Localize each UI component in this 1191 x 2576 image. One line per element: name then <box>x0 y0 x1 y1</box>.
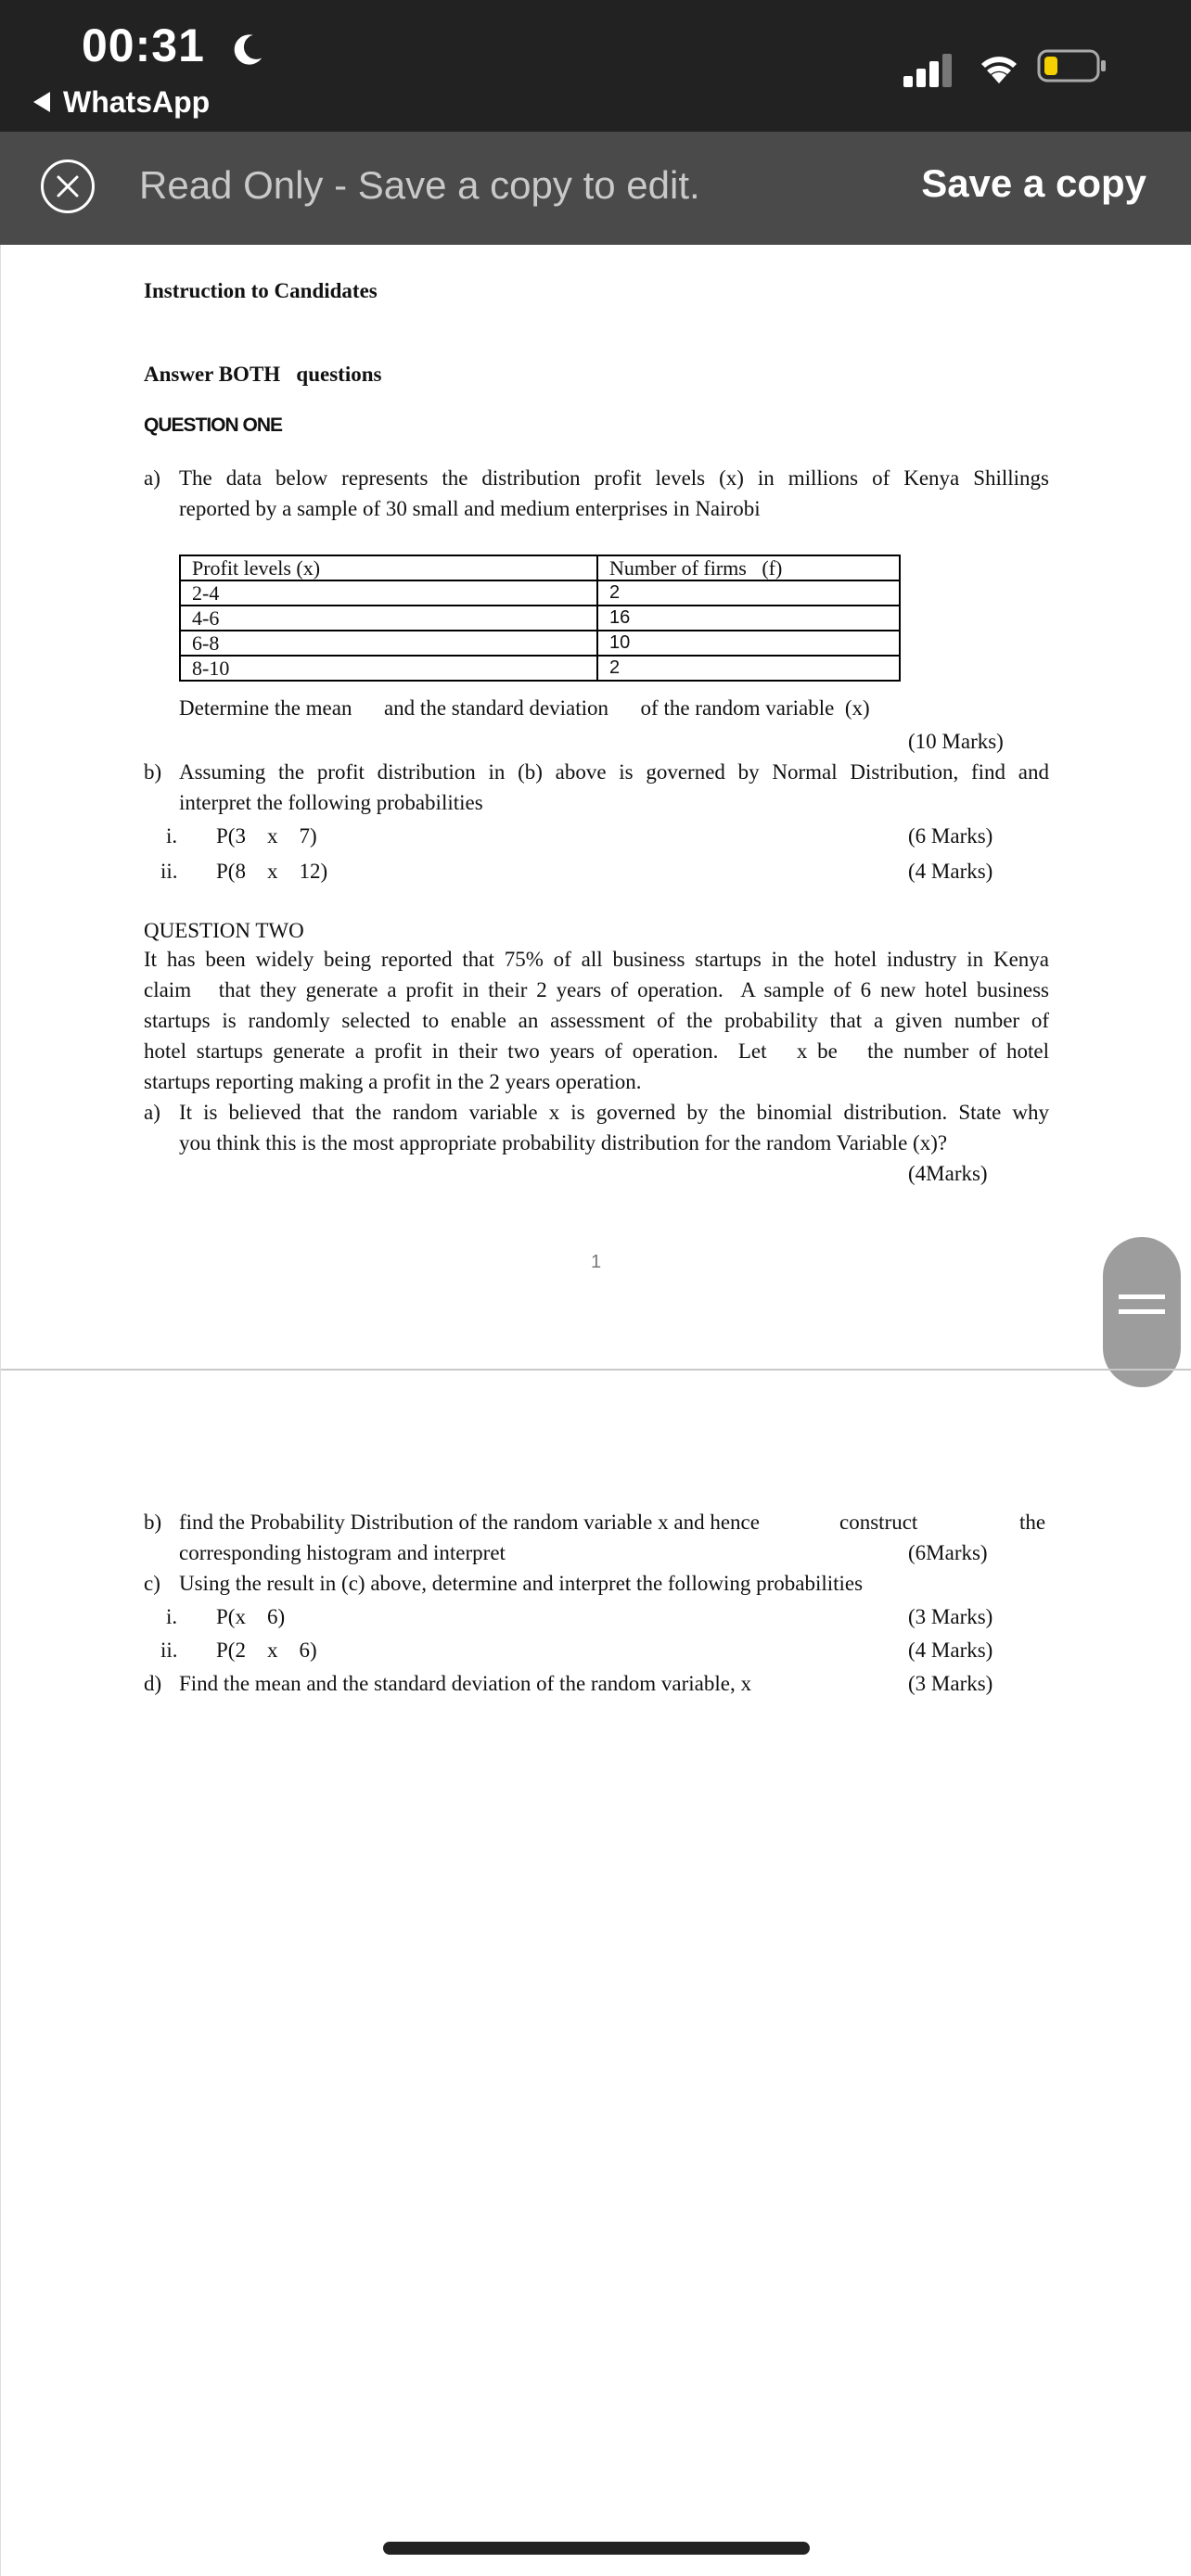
table-cell-profit: 4-6 <box>180 606 597 631</box>
q1b-item-expression: P(3 x 7) <box>216 824 317 848</box>
table-row <box>180 580 900 606</box>
q2b-line-1: find the Probability Distribution of the random variable x and hence <box>179 1511 760 1534</box>
q1b-item-number: i. <box>166 824 178 848</box>
q1b-line-1: Assuming the profit distribution in (b) above is governed by Normal Distribution, find and <box>179 760 1049 784</box>
q2a-line-1: It is believed that the random variable x is governed by the binomial distribution. State why <box>179 1101 1049 1124</box>
q2b-line-2: corresponding histogram and interpret <box>179 1541 506 1564</box>
table-cell-profit: 8-10 <box>180 656 597 681</box>
wifi-icon <box>976 48 1022 85</box>
q2b-label: b) <box>144 1511 162 1534</box>
q2-paragraph-line: claim that they generate a profit in their 2 years of operation. A sample of 6 new hotel business <box>144 978 1049 1001</box>
question-one-heading: QUESTION ONE <box>144 414 283 436</box>
close-document-button[interactable] <box>41 159 95 213</box>
q1a-line-1: The data below represents the distribution profit levels (x) in millions of Kenya Shillings <box>179 466 1049 490</box>
q1b-item-marks: (6 Marks) <box>908 824 993 848</box>
q2-paragraph-line: It has been widely being reported that 75% of all business startups in the hotel industry in Kenya <box>144 948 1049 971</box>
q2c-item-number: i. <box>166 1605 178 1628</box>
q2c-item-expression: P(2 x 6) <box>216 1639 317 1662</box>
q2c-item-number: ii. <box>160 1639 178 1662</box>
document-view[interactable] <box>0 245 1191 2576</box>
close-icon <box>44 162 92 210</box>
page-number: 1 <box>591 1252 602 1272</box>
q2c-item-marks: (3 Marks) <box>908 1605 993 1628</box>
battery-low-icon <box>1037 48 1108 83</box>
scroll-handle[interactable] <box>1103 1237 1181 1387</box>
back-app-label: WhatsApp <box>63 85 211 119</box>
status-bar <box>0 0 1191 132</box>
q2b-marks: (6Marks) <box>908 1541 988 1564</box>
q2c-item-marks: (4 Marks) <box>908 1639 993 1662</box>
q1b-item-marks: (4 Marks) <box>908 860 993 883</box>
table-header-firms: Number of firms (f) <box>597 555 900 580</box>
table-header-row <box>180 555 900 580</box>
status-time: 00:31 <box>82 19 205 71</box>
scroll-grip-line <box>1119 1309 1165 1314</box>
q2-paragraph-line: hotel startups generate a profit in their two years of operation. Let x be the number of hotel <box>144 1039 1049 1063</box>
table-cell-firms: 2 <box>597 656 900 681</box>
q2a-line-2: you think this is the most appropriate probability distribution for the random Variable (x)? <box>179 1131 948 1154</box>
table-row <box>180 631 900 656</box>
q2c-label: c) <box>144 1572 160 1595</box>
q1b-item-expression: P(8 x 12) <box>216 860 328 883</box>
q2-paragraph-line: startups reporting making a profit in the 2 years operation. <box>144 1070 642 1093</box>
table-row <box>180 606 900 631</box>
table-row <box>180 656 900 681</box>
read-only-banner <box>0 132 1191 245</box>
back-to-whatsapp-button[interactable] <box>33 85 210 120</box>
cellular-signal-icon <box>903 50 955 87</box>
back-arrow-icon <box>33 92 50 112</box>
question-two-heading: QUESTION TWO <box>144 919 304 942</box>
q2d-line: Find the mean and the standard deviation of the random variable, x <box>179 1672 751 1695</box>
profit-table <box>179 555 901 682</box>
table-cell-firms: 16 <box>597 606 900 631</box>
q2-paragraph-line: startups is randomly selected to enable an assessment of the probability that a given number of <box>144 1009 1049 1032</box>
q1b-line-2: interpret the following probabilities <box>179 791 483 814</box>
q2d-label: d) <box>144 1672 162 1695</box>
q1a-marks: (10 Marks) <box>908 730 1004 753</box>
determine-line: Determine the mean and the standard deviation of the random variable (x) <box>179 696 870 720</box>
read-only-message: Read Only - Save a copy to edit. <box>139 163 700 207</box>
q2a-label: a) <box>144 1101 160 1124</box>
page-divider <box>1 1369 1191 1371</box>
scroll-grip-line <box>1119 1294 1165 1299</box>
q2b-line-1-word: the <box>1019 1511 1046 1534</box>
q1b-label: b) <box>144 760 162 784</box>
q2b-line-1-word: construct <box>839 1511 918 1534</box>
answer-both-line: Answer BOTH questions <box>144 363 382 386</box>
q1b-item-number: ii. <box>160 860 178 883</box>
q2c-line: Using the result in (c) above, determine and interpret the following probabilities <box>179 1572 864 1595</box>
instruction-heading: Instruction to Candidates <box>144 279 378 302</box>
do-not-disturb-moon-icon <box>230 32 265 67</box>
q1a-line-2: reported by a sample of 30 small and medium enterprises in Nairobi <box>179 497 761 520</box>
table-cell-firms: 10 <box>597 631 900 656</box>
home-indicator[interactable] <box>383 2542 810 2555</box>
q1a-label: a) <box>144 466 160 490</box>
table-cell-profit: 6-8 <box>180 631 597 656</box>
q2a-marks: (4Marks) <box>908 1162 988 1185</box>
save-a-copy-button[interactable]: Save a copy <box>921 161 1146 205</box>
table-cell-profit: 2-4 <box>180 580 597 606</box>
q2d-marks: (3 Marks) <box>908 1672 993 1695</box>
table-header-profit: Profit levels (x) <box>180 555 597 580</box>
q2c-item-expression: P(x 6) <box>216 1605 286 1628</box>
table-cell-firms: 2 <box>597 580 900 606</box>
